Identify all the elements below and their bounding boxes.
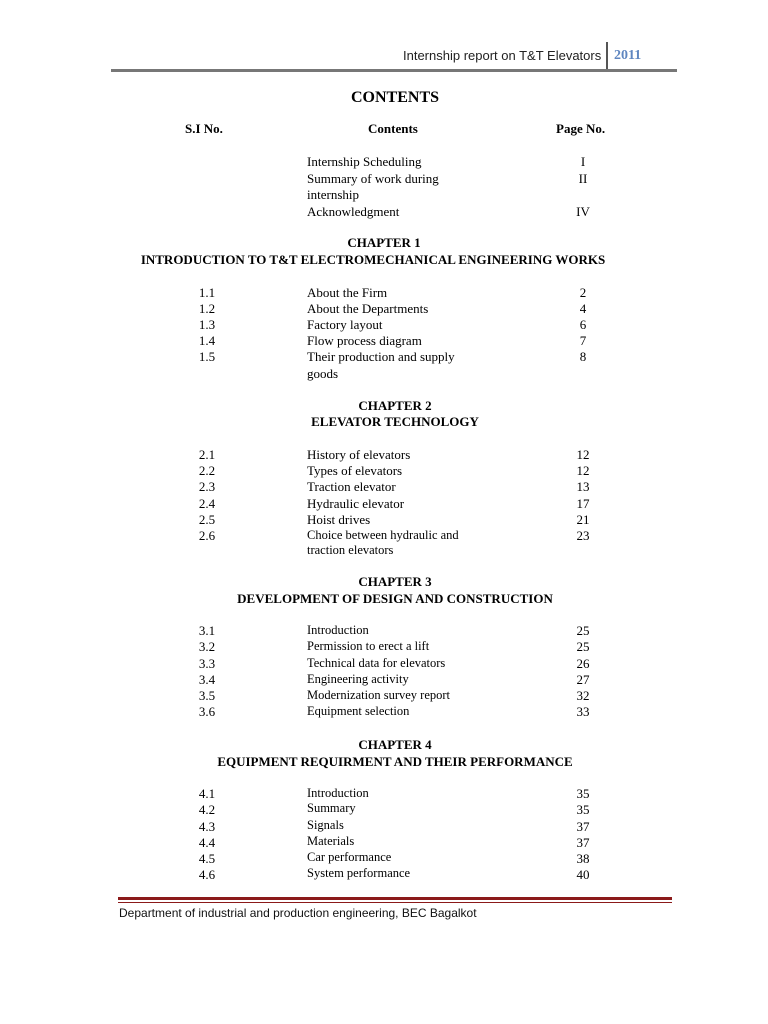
header-title: Internship report on T&T Elevators <box>403 48 602 63</box>
page-title: CONTENTS <box>350 89 440 106</box>
section-number: 4.1 <box>198 786 216 801</box>
section-page: 12 <box>576 447 590 462</box>
section-number: 2.1 <box>198 447 216 462</box>
section-number: 1.3 <box>198 317 216 332</box>
chapter-label: CHAPTER 4 <box>358 737 432 752</box>
section-number: 2.6 <box>198 528 216 543</box>
section-page: 35 <box>576 802 590 817</box>
section-page: 25 <box>576 639 590 654</box>
section-title: Equipment selection <box>307 704 410 718</box>
header-year: 2011 <box>614 48 642 63</box>
chapter-title: EQUIPMENT REQUIRMENT AND THEIR PERFORMANCE <box>217 754 573 769</box>
header-separator <box>606 42 608 70</box>
section-title: Traction elevator <box>307 479 396 494</box>
section-page: 38 <box>576 851 590 866</box>
section-title: Technical data for elevators <box>307 656 446 670</box>
section-page: 6 <box>579 317 587 332</box>
section-title: Materials <box>307 834 355 848</box>
section-page: 27 <box>576 672 590 687</box>
section-number: 2.3 <box>198 479 216 494</box>
section-number: 1.4 <box>198 333 216 348</box>
section-title: Factory layout <box>307 317 383 332</box>
section-title: About the Departments <box>307 301 429 316</box>
section-number: 1.2 <box>198 301 216 316</box>
section-page: 8 <box>579 349 587 364</box>
section-number: 4.5 <box>198 851 216 866</box>
section-title: Choice between hydraulic and <box>307 528 459 542</box>
section-page: 23 <box>576 528 590 543</box>
section-number: 3.3 <box>198 656 216 671</box>
section-title: Their production and supply <box>307 349 455 364</box>
section-title: Flow process diagram <box>307 333 422 348</box>
section-page: 7 <box>579 333 587 348</box>
column-header-page: Page No. <box>556 121 606 136</box>
section-number: 4.3 <box>198 819 216 834</box>
section-title: System performance <box>307 866 411 880</box>
front-matter-page: IV <box>576 204 590 219</box>
section-number: 3.4 <box>198 672 216 687</box>
section-page: 33 <box>576 704 590 719</box>
section-page: 26 <box>576 656 590 671</box>
section-page: 17 <box>576 496 590 511</box>
chapter-label: CHAPTER 2 <box>358 398 432 413</box>
section-page: 12 <box>576 463 590 478</box>
front-matter-page: II <box>578 171 588 186</box>
section-title: Introduction <box>307 623 369 637</box>
section-page: 4 <box>579 301 587 316</box>
section-page: 25 <box>576 623 590 638</box>
front-matter-title-cont: internship <box>307 187 359 202</box>
front-matter-title: Acknowledgment <box>307 204 400 219</box>
section-title: History of elevators <box>307 447 411 462</box>
column-header-sno: S.I No. <box>185 121 223 136</box>
section-title: Hoist drives <box>307 512 371 527</box>
section-number: 3.2 <box>198 639 216 654</box>
section-title: Introduction <box>307 786 369 800</box>
column-header-contents: Contents <box>368 121 418 136</box>
section-number: 2.2 <box>198 463 216 478</box>
section-number: 1.1 <box>198 285 216 300</box>
section-title: Signals <box>307 818 344 832</box>
section-title: Types of elevators <box>307 463 403 478</box>
section-number: 4.2 <box>198 802 216 817</box>
section-number: 3.5 <box>198 688 216 703</box>
section-title: Summary <box>307 801 356 815</box>
section-number: 2.4 <box>198 496 216 511</box>
section-number: 3.6 <box>198 704 216 719</box>
section-number: 4.4 <box>198 835 216 850</box>
chapter-title: ELEVATOR TECHNOLOGY <box>311 414 479 429</box>
section-number: 4.6 <box>198 867 216 882</box>
section-title: Car performance <box>307 850 392 864</box>
section-page: 35 <box>576 786 590 801</box>
section-page: 32 <box>576 688 590 703</box>
section-number: 2.5 <box>198 512 216 527</box>
section-title: Hydraulic elevator <box>307 496 405 511</box>
header-rule <box>111 69 677 72</box>
section-page: 21 <box>576 512 590 527</box>
section-page: 13 <box>576 479 590 494</box>
footer-text: Department of industrial and production engineering, BEC Bagalkot <box>119 906 477 920</box>
front-matter-title: Internship Scheduling <box>307 154 422 169</box>
section-title-cont: goods <box>307 366 339 381</box>
footer-rule-thin <box>118 902 672 903</box>
section-page: 37 <box>576 835 590 850</box>
section-page: 40 <box>576 867 590 882</box>
section-title: About the Firm <box>307 285 388 300</box>
front-matter-page: I <box>580 154 586 169</box>
chapter-label: CHAPTER 3 <box>358 574 432 589</box>
chapter-title: DEVELOPMENT OF DESIGN AND CONSTRUCTION <box>237 591 553 606</box>
section-title: Modernization survey report <box>307 688 451 702</box>
front-matter-title: Summary of work during <box>307 171 439 186</box>
section-title: Engineering activity <box>307 672 409 686</box>
chapter-title: INTRODUCTION TO T&T ELECTROMECHANICAL ENGINEERING WORKS <box>140 252 606 267</box>
footer-rule <box>118 897 672 900</box>
section-number: 1.5 <box>198 349 216 364</box>
section-number: 3.1 <box>198 623 216 638</box>
section-title: Permission to erect a lift <box>307 639 430 653</box>
section-title-cont: traction elevators <box>307 543 394 557</box>
section-page: 2 <box>579 285 587 300</box>
chapter-label: CHAPTER 1 <box>347 235 421 250</box>
section-page: 37 <box>576 819 590 834</box>
